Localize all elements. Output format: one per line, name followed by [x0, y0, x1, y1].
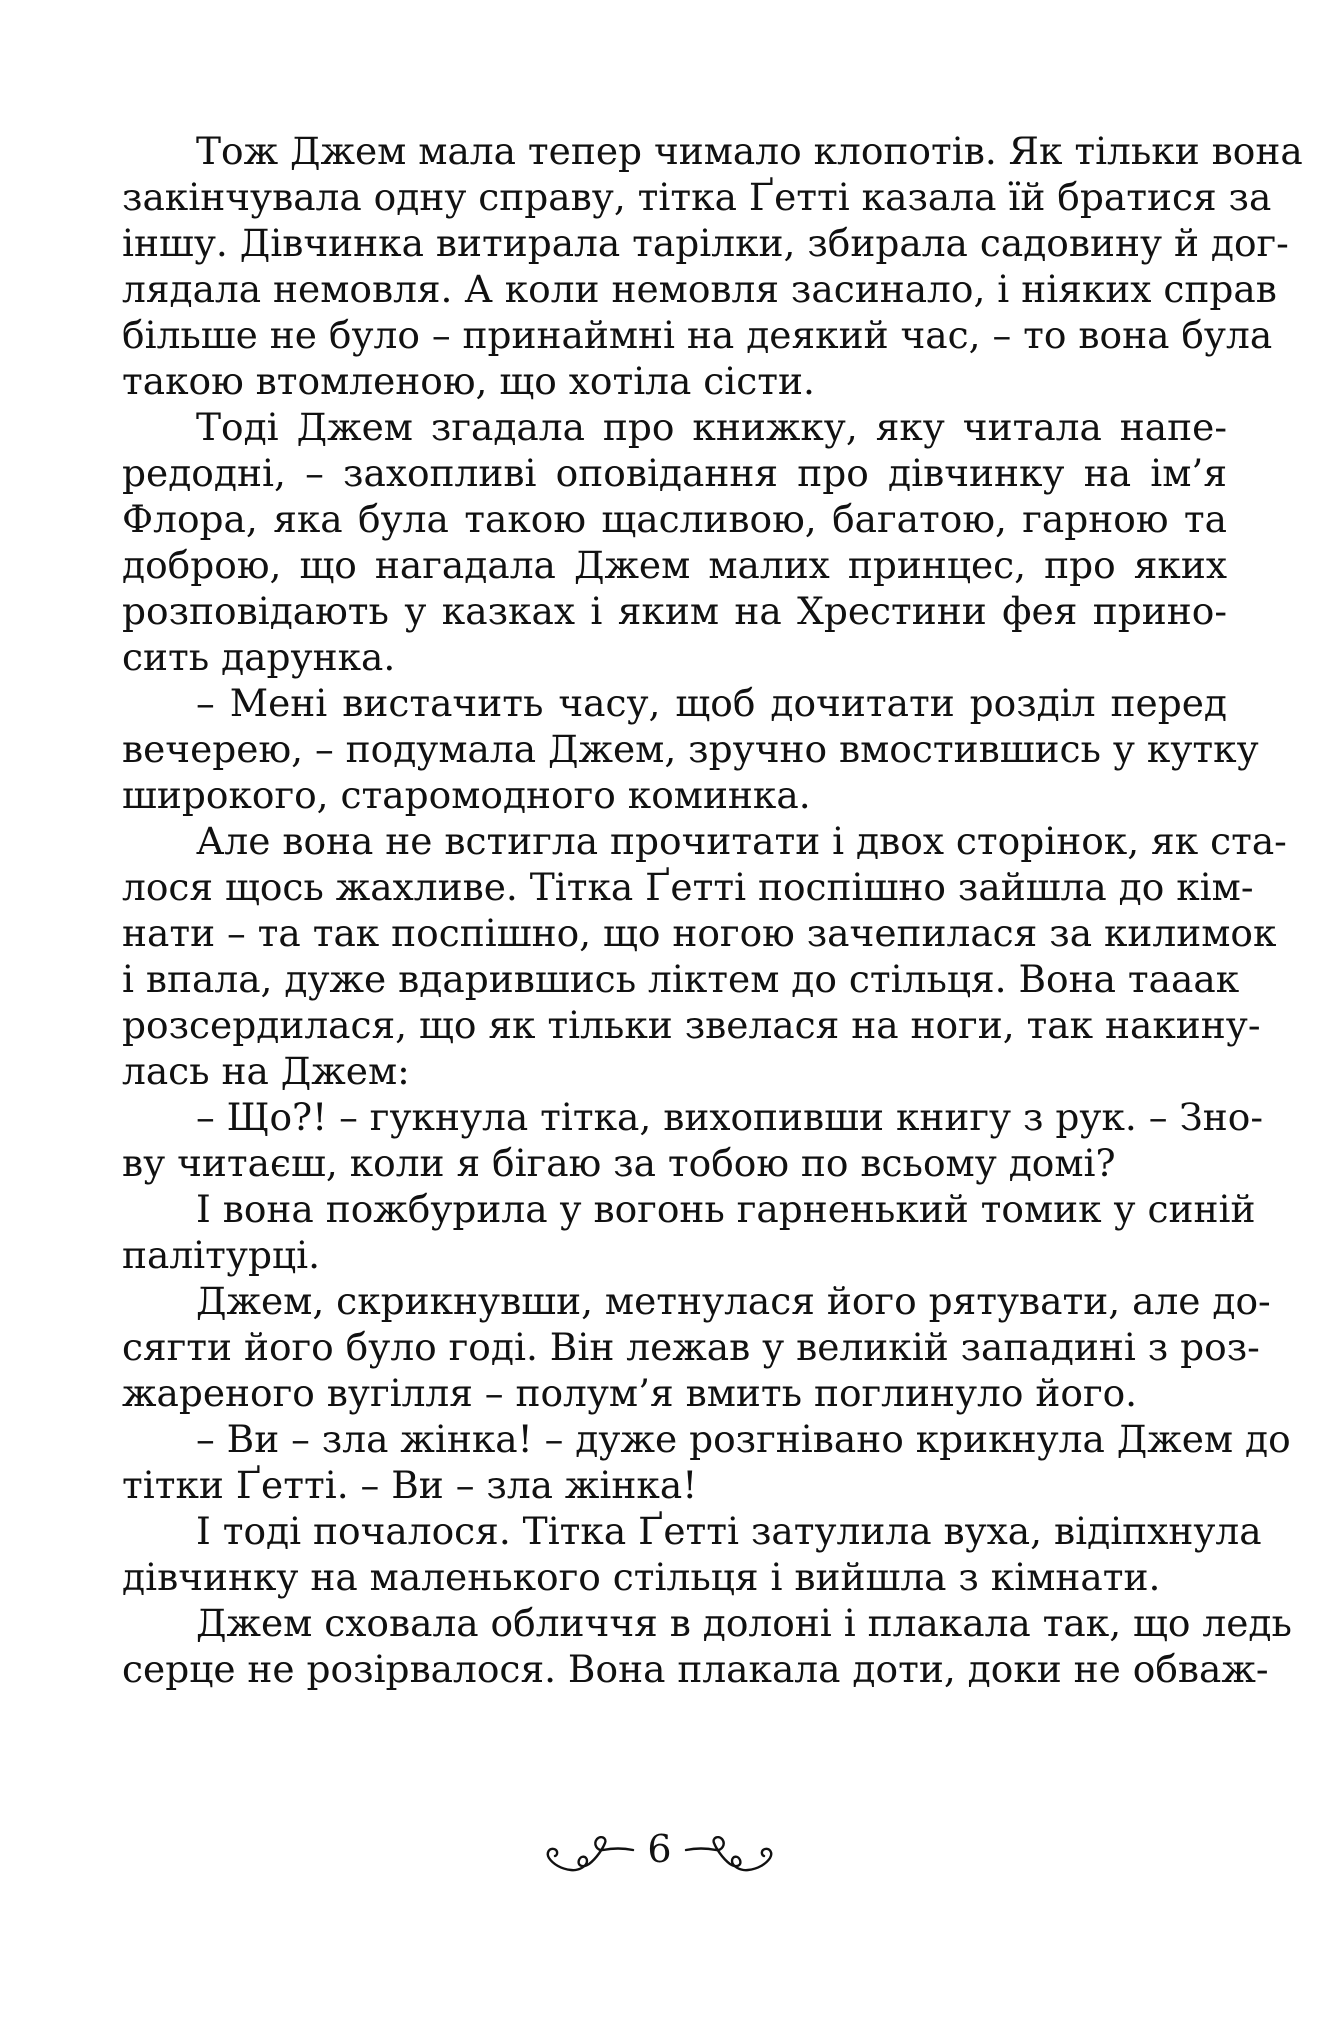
text-line: серце не розірвалося. Вона плакала доти, доки не обваж- — [122, 1647, 1269, 1691]
text-line: ву читаєш, коли я бігаю за тобою по всьому домі? — [122, 1141, 1116, 1185]
text-line: І тоді почалося. Тітка Ґетті затулила вуха, відіпхнула — [196, 1509, 1262, 1553]
text-line: вечерею, – подумала Джем, зручно вмостившись у кутку — [122, 727, 1259, 771]
left-flourish-icon — [537, 1828, 637, 1878]
text-line: нати – та так поспішно, що ногою зачепилася за килимок — [122, 911, 1277, 955]
text-line: – Ви – зла жінка! – дуже розгнівано крикнула Джем до — [196, 1417, 1291, 1461]
text-line: такою втомленою, що хотіла сісти. — [122, 359, 815, 403]
text-line: сить дарунка. — [122, 635, 396, 679]
text-line: розповідають у казках і яким на Хрестини фея прино- — [122, 589, 1227, 633]
text-line: Тож Джем мала тепер чимало клопотів. Як тільки вона — [196, 129, 1303, 173]
text-line: Флора, яка була такою щасливою, багатою, гарною та — [122, 497, 1227, 541]
text-line: палітурці. — [122, 1233, 321, 1277]
text-line: лося щось жахливе. Тітка Ґетті поспішно зайшла до кім- — [122, 865, 1254, 909]
text-line: лядала немовля. А коли немовля засинало, і ніяких справ — [122, 267, 1277, 311]
right-flourish-icon — [682, 1828, 782, 1878]
text-line: тітки Ґетті. – Ви – зла жінка! — [122, 1463, 698, 1507]
text-line: Тоді Джем згадала про книжку, яку читала напе- — [196, 405, 1227, 449]
text-line: сягти його було годі. Він лежав у великій западині з роз- — [122, 1325, 1260, 1369]
text-line: дівчинку на маленького стільця і вийшла з кімнати. — [122, 1555, 1161, 1599]
text-line: І вона пожбурила у вогонь гарненький томик у синій — [196, 1187, 1256, 1231]
text-line: Джем сховала обличчя в долоні і плакала так, що ледь — [196, 1601, 1292, 1645]
text-line: жареного вугілля – полум’я вмить поглинуло його. — [122, 1371, 1138, 1415]
text-line: Але вона не встигла прочитати і двох сторінок, як ста- — [196, 819, 1287, 863]
text-line: редодні, – захопливі оповідання про дівчинку на ім’я — [122, 451, 1227, 495]
page-footer — [0, 1823, 1319, 1883]
text-line: – Мені вистачить часу, щоб дочитати розділ перед — [196, 681, 1227, 725]
text-line: Джем, скрикнувши, метнулася його рятувати, але до- — [196, 1279, 1271, 1323]
text-line: широкого, старомодного коминка. — [122, 773, 811, 817]
text-line: більше не було – принаймні на деякий час, – то вона була — [122, 313, 1273, 357]
text-line: доброю, що нагадала Джем малих принцес, про яких — [122, 543, 1227, 587]
text-line: закінчувала одну справу, тітка Ґетті казала їй братися за — [122, 175, 1272, 219]
text-line: і впала, дуже вдарившись ліктем до стільця. Вона тааак — [122, 957, 1240, 1001]
page-number: 6 — [647, 1827, 672, 1871]
text-line: – Що?! – гукнула тітка, вихопивши книгу з рук. – Зно- — [196, 1095, 1263, 1139]
text-line: іншу. Дівчинка витирала тарілки, збирала садовину й дог- — [122, 221, 1289, 265]
body-text — [122, 128, 1303, 1692]
text-line: лась на Джем: — [122, 1049, 410, 1093]
text-line: розсердилася, що як тільки звелася на ноги, так накину- — [122, 1003, 1261, 1047]
